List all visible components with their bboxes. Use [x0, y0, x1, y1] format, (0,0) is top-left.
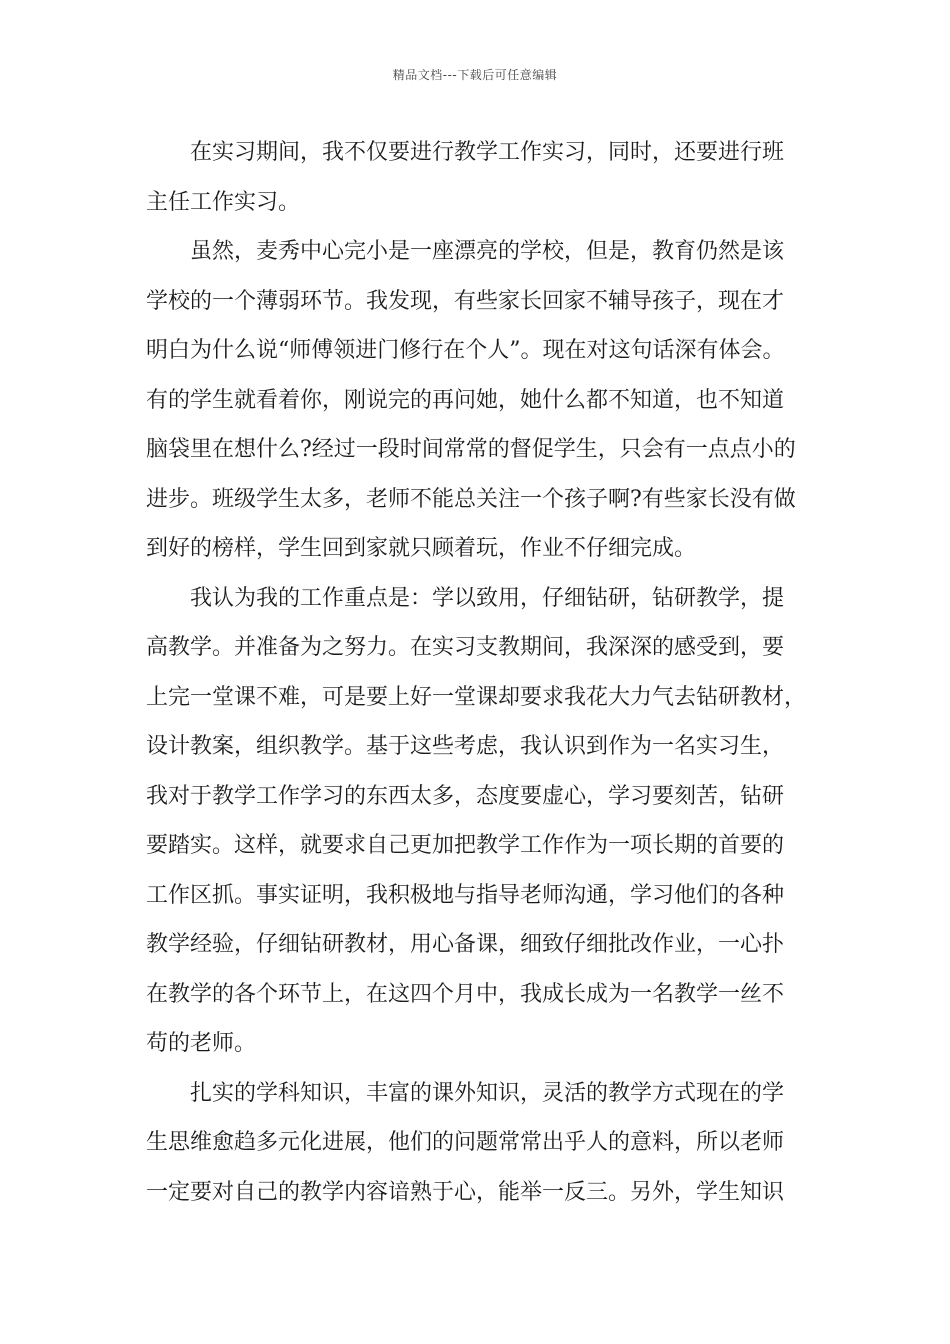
text-line: 高教学。并准备为之努力。在实习支教期间，我深深的感受到，要 — [146, 635, 785, 660]
text-line: 要踏实。这样，就要求自己更加把教学工作作为一项长期的首要的 — [146, 833, 785, 858]
text-line: 在教学的各个环节上，在这四个月中，我成长成为一名教学一丝不 — [146, 981, 785, 1007]
text-line: 工作区抓。事实证明，我积极地与指导老师沟通，学习他们的各种 — [146, 882, 785, 908]
text-line: 设计教案，组织教学。基于这些考虑，我认识到作为一名实习生， — [146, 734, 785, 759]
text-line: 学校的一个薄弱环节。我发现，有些家长回家不辅导孩子，现在才 — [146, 288, 785, 314]
text-line: 我认为我的工作重点是：学以致用，仔细钻研，钻研教学，提 — [190, 585, 785, 611]
text-line: 进步。班级学生太多，老师不能总关注一个孩子啊?有些家长没有做 — [146, 486, 796, 512]
text-line: 扎实的学科知识，丰富的课外知识，灵活的教学方式现在的学 — [190, 1080, 785, 1106]
text-line: 一定要对自己的教学内容谙熟于心，能举一反三。另外，学生知识 — [146, 1179, 785, 1205]
text-line: 教学经验，仔细钻研教材，用心备课，细致仔细批改作业，一心扑 — [146, 932, 785, 957]
text-line: 虽然，麦秀中心完小是一座漂亮的学校，但是，教育仍然是该 — [190, 239, 785, 264]
text-line: 在实习期间，我不仅要进行教学工作实习，同时，还要进行班 — [190, 140, 785, 165]
paragraph-3 — [146, 574, 810, 1069]
text-line: 到好的榜样，学生回到家就只顾着玩，作业不仔细完成。 — [146, 536, 697, 561]
page-header: 精品文档---下载后可任意编辑 — [392, 68, 558, 82]
text-line: 生思维愈趋多元化进展，他们的问题常常出乎人的意料，所以老师 — [146, 1130, 785, 1155]
paragraph-4 — [146, 1069, 810, 1218]
document-body — [146, 128, 810, 1217]
text-line: 我对于教学工作学习的东西太多，态度要虚心，学习要刻苦，钻研 — [146, 783, 785, 809]
text-line: 有的学生就看着你，刚说完的再问她，她什么都不知道，也不知道 — [146, 387, 785, 413]
text-line: 苟的老师。 — [146, 1031, 257, 1056]
text-line: 上完一堂课不难，可是要上好一堂课却要求我花大力气去钻研教材， — [146, 684, 807, 710]
text-line: 脑袋里在想什么?经过一段时间常常的督促学生，只会有一点点小的 — [146, 437, 796, 462]
text-line: 主任工作实习。 — [146, 189, 301, 215]
paragraph-2 — [146, 227, 810, 574]
paragraph-1 — [146, 128, 810, 227]
text-line: 明白为什么说“师傅领进门修行在个人”。现在对这句话深有体会。 — [146, 338, 785, 363]
